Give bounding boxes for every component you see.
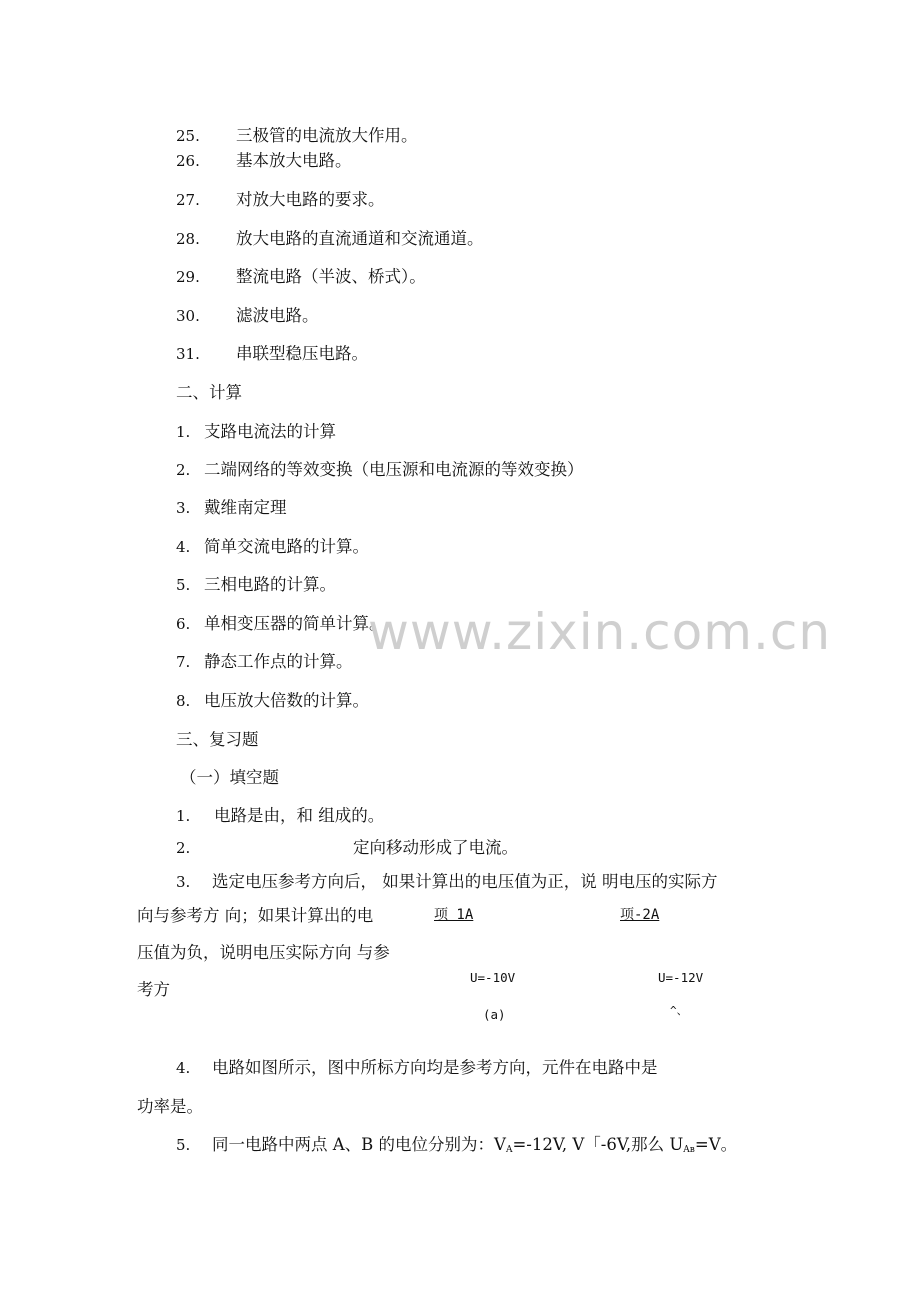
list-item-text: 二端网络的等效变换（电压源和电流源的等效变换） [204, 460, 584, 479]
list-item-number: 1. [176, 423, 191, 441]
list-item-text: 单相变压器的简单计算。 [204, 614, 386, 633]
q5-subscript-ab: Aʙ [683, 1145, 695, 1155]
figure-b-caption: ^、 [670, 1004, 688, 1017]
question-text: 向与参考方 向；如果计算出的电 [137, 906, 374, 925]
list-item-text: 滤波电路。 [236, 306, 319, 325]
list-item-number: 26. [176, 152, 200, 170]
list-item-text: 串联型稳压电路。 [236, 344, 368, 363]
figure-a-caption: (a) [483, 1007, 506, 1022]
q5-text-start: 同一电路中两点 A、B 的电位分别为：V [212, 1135, 506, 1154]
question-text [212, 1135, 737, 1160]
list-item-number: 30. [176, 307, 200, 325]
list-item-number: 29. [176, 268, 200, 286]
question-number: 2. [176, 839, 191, 857]
watermark: www.zixin.com.cn [368, 603, 832, 661]
section-heading: 三、复习题 [176, 730, 259, 749]
question-text: 考方 [137, 980, 170, 999]
figure-b-voltage: U=-12V [658, 970, 704, 985]
list-item-text: 简单交流电路的计算。 [204, 537, 369, 556]
list-item-number: 5. [176, 576, 191, 594]
list-item-text: 基本放大电路。 [236, 151, 352, 170]
list-item-number: 27. [176, 191, 200, 209]
list-item-text: 戴维南定理 [204, 498, 287, 517]
question-number: 3. [176, 873, 191, 891]
figure-a-voltage: U=-10V [470, 970, 516, 985]
q5-text-end: =V。 [694, 1135, 738, 1154]
list-item-number: 2. [176, 461, 191, 479]
list-item-number: 31. [176, 345, 200, 363]
list-item-text: 三极管的电流放大作用。 [236, 126, 418, 145]
q5-text-middle: =-12V, V「-6V,那么 U [512, 1135, 684, 1154]
list-item-number: 28. [176, 230, 200, 248]
list-item-number: 6. [176, 615, 191, 633]
question-text: 压值为负，说明电压实际方向 与参 [137, 943, 390, 962]
question-text: 定向移动形成了电流。 [353, 838, 518, 857]
list-item-text: 放大电路的直流通道和交流通道。 [236, 229, 484, 248]
question-text: 电路是由，和 组成的。 [214, 806, 385, 825]
question-text: 选定电压参考方向后， 如果计算出的电压值为正，说 明电压的实际方 [212, 872, 718, 891]
list-item-text: 整流电路（半波、桥式）。 [236, 267, 426, 286]
list-item-number: 7. [176, 653, 191, 671]
figure-a-current-label: 项 1A [434, 907, 474, 923]
subsection-heading: （一）填空题 [180, 768, 279, 787]
list-item-text: 电压放大倍数的计算。 [204, 691, 369, 710]
question-text: 电路如图所示，图中所标方向均是参考方向，元件在电路中是 [212, 1058, 658, 1077]
list-item-number: 4. [176, 538, 191, 556]
list-item-text: 三相电路的计算。 [204, 575, 336, 594]
list-item-number: 3. [176, 499, 191, 517]
q5-subscript-a: A [505, 1145, 513, 1155]
question-text: 功率是。 [137, 1097, 203, 1116]
list-item-text: 对放大电路的要求。 [236, 190, 385, 209]
figure-b-current-label: 项-2A [620, 907, 660, 923]
list-item-number: 25. [176, 127, 200, 145]
section-heading: 二、计算 [176, 383, 242, 402]
list-item-number: 8. [176, 692, 191, 710]
question-number: 5. [176, 1136, 191, 1154]
list-item-text: 支路电流法的计算 [204, 422, 336, 441]
question-number: 4. [176, 1059, 191, 1077]
list-item-text: 静态工作点的计算。 [204, 652, 353, 671]
question-number: 1. [176, 807, 191, 825]
